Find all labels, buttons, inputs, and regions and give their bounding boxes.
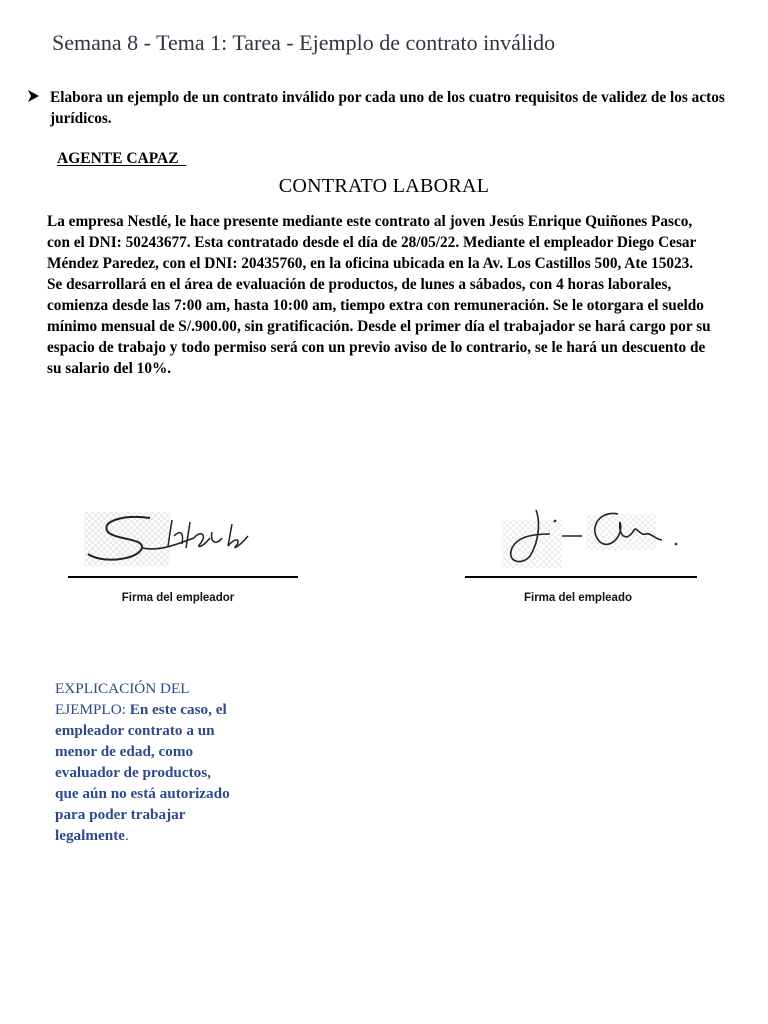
instruction-text: Elabora un ejemplo de un contrato inválido por cada uno de los cuatro requisitos de validez de los actos jurídicos. (50, 89, 725, 127)
section-title: AGENTE CAPAZ (57, 150, 187, 167)
employee-signature-label: Firma del empleado (523, 592, 632, 604)
arrow-bullet-icon (26, 89, 40, 103)
page-title: Semana 8 - Tema 1: Tarea - Ejemplo de contrato inválido (52, 30, 556, 55)
employee-signature-line (465, 576, 697, 578)
explanation-lead: EXPLICACIÓN DEL EJEMPLO: (55, 680, 190, 718)
employee-signature-image (500, 500, 690, 572)
employer-signature-image (82, 508, 262, 570)
employer-signature-label: Firma del empleador (121, 592, 235, 604)
explanation-box (55, 678, 233, 846)
contract-title: CONTRATO LABORAL (278, 175, 490, 197)
contract-body: La empresa Nestlé, le hace presente mediante este contrato al joven Jesús Enrique Quiñones Pasco, con el DNI: 50243677. Esta contratado desde el día de 28/05/22. Mediante el empleador Diego Cesar Méndez Paredez, con el DNI: 20435760, en la oficina ubicada en la Av. Los Castillos 500, Ate 15023. Se desarrollará en el área de evaluación de productos, de lunes a sábados, con 4 horas laborales, comienza desde las 7:00 am, hasta 10:00 am, tiempo extra con remuneración. Se le otorgara el sueldo mínimo mensual de S/.900.00, sin gratificación. Desde el primer día el trabajador se hará cargo por su espacio de trabajo y todo permiso será con un previo aviso de lo contrario, se le hará un descuento de su salario del 10%. (47, 213, 711, 377)
employer-signature-line (68, 576, 298, 578)
explanation-end: . (125, 827, 129, 844)
explanation-body: En este caso, el empleador contrato a un menor de edad, como evaluador de productos, que aún no está autorizado para poder trabajar legalmente (55, 701, 230, 844)
